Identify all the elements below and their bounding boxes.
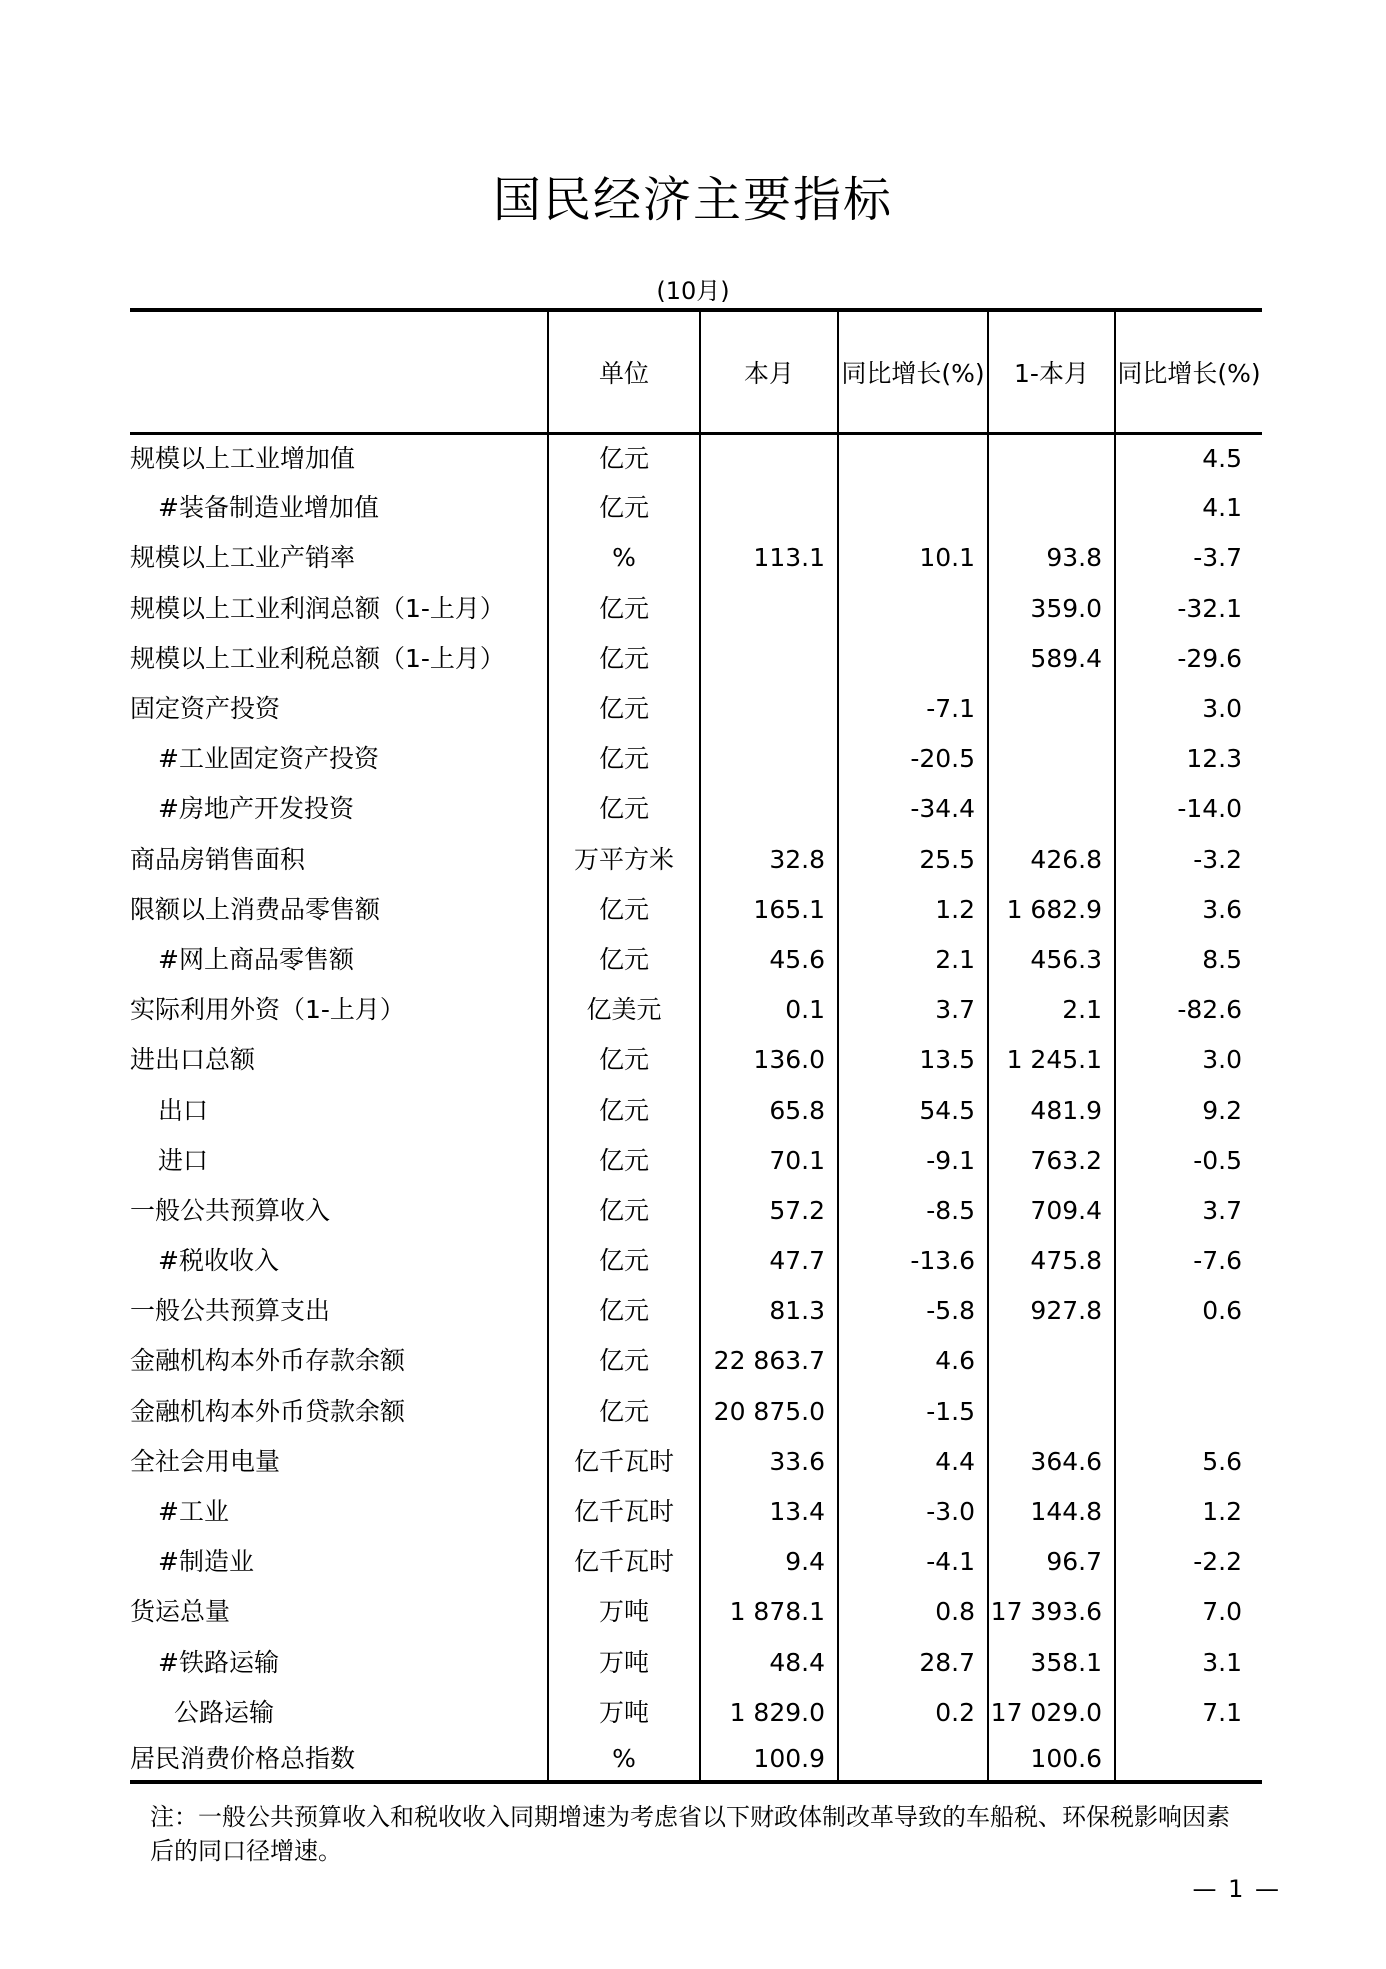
ytd-yoy-value: -0.5 — [1115, 1136, 1262, 1186]
unit-cell: 万吨 — [548, 1587, 700, 1637]
ytd-value: 1 682.9 — [988, 885, 1115, 935]
indicator-name: #制造业 — [158, 1547, 254, 1577]
month-yoy-value: 0.2 — [838, 1688, 988, 1738]
ytd-value: 481.9 — [988, 1085, 1115, 1135]
indicator-name: #网上商品零售额 — [158, 944, 354, 974]
ytd-value: 359.0 — [988, 584, 1115, 634]
table-row — [130, 835, 1262, 885]
month-value — [700, 784, 838, 834]
header-month: 本月 — [700, 310, 838, 433]
month-value: 22 863.7 — [700, 1336, 838, 1386]
table-row — [130, 1236, 1262, 1286]
indicator-name: 固定资产投资 — [130, 694, 281, 724]
unit-cell: 亿美元 — [548, 985, 700, 1035]
indicator-name: #税收收入 — [158, 1246, 279, 1276]
indicator-name: 居民消费价格总指数 — [130, 1743, 356, 1773]
ytd-value: 17 393.6 — [988, 1587, 1115, 1637]
table-row — [130, 1688, 1262, 1738]
table-row — [130, 1186, 1262, 1236]
month-value: 1 829.0 — [700, 1688, 838, 1738]
table-row — [130, 1537, 1262, 1587]
month-value: 70.1 — [700, 1136, 838, 1186]
indicator-name: 实际利用外资（1-上月） — [130, 995, 405, 1025]
month-value: 165.1 — [700, 885, 838, 935]
unit-cell: 亿元 — [548, 1236, 700, 1286]
month-value — [700, 433, 838, 483]
ytd-value: 2.1 — [988, 985, 1115, 1035]
month-yoy-value: -4.1 — [838, 1537, 988, 1587]
unit-cell: 亿元 — [548, 784, 700, 834]
ytd-value: 426.8 — [988, 835, 1115, 885]
unit-cell: % — [548, 1738, 700, 1782]
ytd-value — [988, 433, 1115, 483]
indicator-name: 公路运输 — [174, 1697, 275, 1727]
table-row — [130, 1336, 1262, 1386]
table-row — [130, 533, 1262, 583]
month-value: 1 878.1 — [700, 1587, 838, 1637]
header-unit: 单位 — [548, 310, 700, 433]
ytd-yoy-value: 4.1 — [1115, 483, 1262, 533]
ytd-yoy-value: -29.6 — [1115, 634, 1262, 684]
month-yoy-value: 4.4 — [838, 1437, 988, 1487]
indicators-table — [130, 308, 1262, 1784]
table-row — [130, 1387, 1262, 1437]
month-value: 57.2 — [700, 1186, 838, 1236]
month-yoy-value — [838, 584, 988, 634]
indicator-name: 规模以上工业产销率 — [130, 543, 356, 573]
ytd-value: 475.8 — [988, 1236, 1115, 1286]
ytd-value — [988, 784, 1115, 834]
ytd-yoy-value: 3.7 — [1115, 1186, 1262, 1236]
month-value: 13.4 — [700, 1487, 838, 1537]
month-value: 100.9 — [700, 1738, 838, 1782]
unit-cell: 亿元 — [548, 1387, 700, 1437]
indicator-name: 出口 — [158, 1095, 209, 1125]
month-value: 48.4 — [700, 1638, 838, 1688]
indicators-table-container — [130, 308, 1262, 1784]
unit-cell: 亿元 — [548, 684, 700, 734]
table-header — [130, 310, 1262, 433]
indicator-name: #工业 — [158, 1497, 229, 1527]
unit-cell: 亿元 — [548, 734, 700, 784]
month-value: 47.7 — [700, 1236, 838, 1286]
indicator-name: 进口 — [158, 1145, 209, 1175]
ytd-value: 93.8 — [988, 533, 1115, 583]
table-row — [130, 1085, 1262, 1135]
ytd-yoy-value: 4.5 — [1115, 433, 1262, 483]
month-yoy-value: -34.4 — [838, 784, 988, 834]
indicator-name: 商品房销售面积 — [130, 844, 306, 874]
indicator-name: 一般公共预算收入 — [130, 1195, 331, 1225]
month-yoy-value: -7.1 — [838, 684, 988, 734]
unit-cell: 亿千瓦时 — [548, 1437, 700, 1487]
indicator-name: #装备制造业增加值 — [158, 493, 379, 523]
unit-cell: 万平方米 — [548, 835, 700, 885]
ytd-value: 709.4 — [988, 1186, 1115, 1236]
indicator-name: 进出口总额 — [130, 1045, 256, 1075]
unit-cell: 亿元 — [548, 935, 700, 985]
month-yoy-value: 28.7 — [838, 1638, 988, 1688]
table-row — [130, 1487, 1262, 1537]
table-row — [130, 1136, 1262, 1186]
month-value: 113.1 — [700, 533, 838, 583]
month-yoy-value: 0.8 — [838, 1587, 988, 1637]
table-row — [130, 935, 1262, 985]
ytd-yoy-value: -7.6 — [1115, 1236, 1262, 1286]
indicator-name: #工业固定资产投资 — [158, 744, 379, 774]
month-yoy-value: -1.5 — [838, 1387, 988, 1437]
ytd-yoy-value: 7.1 — [1115, 1688, 1262, 1738]
ytd-yoy-value: 1.2 — [1115, 1487, 1262, 1537]
ytd-yoy-value: -3.2 — [1115, 835, 1262, 885]
unit-cell: 亿元 — [548, 1186, 700, 1236]
table-row — [130, 584, 1262, 634]
month-value: 32.8 — [700, 835, 838, 885]
month-yoy-value: 54.5 — [838, 1085, 988, 1135]
month-value — [700, 483, 838, 533]
ytd-value — [988, 734, 1115, 784]
table-row — [130, 483, 1262, 533]
indicator-name: 全社会用电量 — [130, 1446, 281, 1476]
ytd-yoy-value: 9.2 — [1115, 1085, 1262, 1135]
period-subtitle: (10月) — [656, 277, 730, 305]
table-row — [130, 734, 1262, 784]
header-month-yoy: 同比增长(%) — [838, 310, 988, 433]
month-value — [700, 734, 838, 784]
month-yoy-value: 2.1 — [838, 935, 988, 985]
month-yoy-value: 13.5 — [838, 1035, 988, 1085]
month-value: 45.6 — [700, 935, 838, 985]
table-row — [130, 1587, 1262, 1637]
header-ytd-yoy: 同比增长(%) — [1115, 310, 1262, 433]
month-value: 20 875.0 — [700, 1387, 838, 1437]
ytd-yoy-value: -2.2 — [1115, 1537, 1262, 1587]
month-yoy-value: 4.6 — [838, 1336, 988, 1386]
footnote: 注：一般公共预算收入和税收收入同期增速为考虑省以下财政体制改革导致的车船税、环保税影响因素后的同口径增速。 — [150, 1803, 1230, 1865]
table-row — [130, 985, 1262, 1035]
ytd-yoy-value — [1115, 1738, 1262, 1782]
ytd-yoy-value — [1115, 1336, 1262, 1386]
month-yoy-value: -13.6 — [838, 1236, 988, 1286]
month-value — [700, 584, 838, 634]
month-yoy-value — [838, 483, 988, 533]
ytd-yoy-value: -32.1 — [1115, 584, 1262, 634]
unit-cell: 亿元 — [548, 1085, 700, 1135]
month-yoy-value: -8.5 — [838, 1186, 988, 1236]
unit-cell: 亿千瓦时 — [548, 1537, 700, 1587]
month-yoy-value: 25.5 — [838, 835, 988, 885]
ytd-yoy-value: 8.5 — [1115, 935, 1262, 985]
month-value: 81.3 — [700, 1286, 838, 1336]
unit-cell: 亿元 — [548, 885, 700, 935]
ytd-value — [988, 1336, 1115, 1386]
ytd-yoy-value: 3.0 — [1115, 684, 1262, 734]
header-indicator — [130, 310, 548, 433]
ytd-value: 589.4 — [988, 634, 1115, 684]
month-yoy-value — [838, 433, 988, 483]
ytd-value: 17 029.0 — [988, 1688, 1115, 1738]
table-row — [130, 634, 1262, 684]
month-value: 0.1 — [700, 985, 838, 1035]
ytd-value: 144.8 — [988, 1487, 1115, 1537]
ytd-yoy-value: 3.6 — [1115, 885, 1262, 935]
ytd-yoy-value: 0.6 — [1115, 1286, 1262, 1336]
indicator-name: 一般公共预算支出 — [130, 1296, 331, 1326]
ytd-yoy-value: -82.6 — [1115, 985, 1262, 1035]
ytd-yoy-value: -3.7 — [1115, 533, 1262, 583]
indicator-name: #房地产开发投资 — [158, 794, 354, 824]
table-row — [130, 1738, 1262, 1782]
ytd-yoy-value: 12.3 — [1115, 734, 1262, 784]
ytd-value: 364.6 — [988, 1437, 1115, 1487]
table-row — [130, 1437, 1262, 1487]
unit-cell: 万吨 — [548, 1638, 700, 1688]
ytd-value — [988, 483, 1115, 533]
month-yoy-value: -3.0 — [838, 1487, 988, 1537]
ytd-yoy-value: 3.1 — [1115, 1638, 1262, 1688]
unit-cell: 亿元 — [548, 1286, 700, 1336]
month-yoy-value: 10.1 — [838, 533, 988, 583]
unit-cell: 亿元 — [548, 1136, 700, 1186]
ytd-value: 358.1 — [988, 1638, 1115, 1688]
unit-cell: 万吨 — [548, 1688, 700, 1738]
ytd-yoy-value: 7.0 — [1115, 1587, 1262, 1637]
unit-cell: 亿元 — [548, 1035, 700, 1085]
indicator-name: 规模以上工业利润总额（1-上月） — [130, 593, 505, 623]
unit-cell: 亿元 — [548, 634, 700, 684]
indicator-name: 金融机构本外币存款余额 — [130, 1346, 406, 1376]
month-value: 65.8 — [700, 1085, 838, 1135]
unit-cell: 亿元 — [548, 433, 700, 483]
table-row — [130, 684, 1262, 734]
month-yoy-value: 1.2 — [838, 885, 988, 935]
unit-cell: 亿元 — [548, 584, 700, 634]
indicator-name: 规模以上工业利税总额（1-上月） — [130, 643, 505, 673]
ytd-value: 763.2 — [988, 1136, 1115, 1186]
indicator-name: #铁路运输 — [158, 1647, 279, 1677]
ytd-yoy-value: -14.0 — [1115, 784, 1262, 834]
ytd-yoy-value — [1115, 1387, 1262, 1437]
ytd-value — [988, 684, 1115, 734]
month-yoy-value — [838, 634, 988, 684]
month-yoy-value: -9.1 — [838, 1136, 988, 1186]
month-yoy-value: 3.7 — [838, 985, 988, 1035]
month-yoy-value: -5.8 — [838, 1286, 988, 1336]
table-row — [130, 885, 1262, 935]
month-value: 9.4 — [700, 1537, 838, 1587]
indicator-name: 规模以上工业增加值 — [130, 443, 356, 473]
ytd-yoy-value: 3.0 — [1115, 1035, 1262, 1085]
ytd-value: 1 245.1 — [988, 1035, 1115, 1085]
table-body — [130, 433, 1262, 1782]
month-value: 33.6 — [700, 1437, 838, 1487]
month-yoy-value — [838, 1738, 988, 1782]
month-yoy-value: -20.5 — [838, 734, 988, 784]
ytd-value: 456.3 — [988, 935, 1115, 985]
ytd-yoy-value: 5.6 — [1115, 1437, 1262, 1487]
ytd-value: 100.6 — [988, 1738, 1115, 1782]
indicator-name: 限额以上消费品零售额 — [130, 894, 381, 924]
table-row — [130, 1286, 1262, 1336]
table-row — [130, 1638, 1262, 1688]
header-ytd: 1-本月 — [988, 310, 1115, 433]
month-value: 136.0 — [700, 1035, 838, 1085]
unit-cell: % — [548, 533, 700, 583]
ytd-value — [988, 1387, 1115, 1437]
unit-cell: 亿元 — [548, 483, 700, 533]
month-value — [700, 684, 838, 734]
page-number: — 1 — — [1192, 1875, 1281, 1903]
table-row — [130, 784, 1262, 834]
table-row — [130, 1035, 1262, 1085]
table-row — [130, 433, 1262, 483]
indicator-name: 货运总量 — [130, 1597, 231, 1627]
page-title: 国民经济主要指标 — [492, 172, 893, 228]
unit-cell: 亿元 — [548, 1336, 700, 1386]
ytd-value: 96.7 — [988, 1537, 1115, 1587]
ytd-value: 927.8 — [988, 1286, 1115, 1336]
unit-cell: 亿千瓦时 — [548, 1487, 700, 1537]
indicator-name: 金融机构本外币贷款余额 — [130, 1396, 406, 1426]
month-value — [700, 634, 838, 684]
